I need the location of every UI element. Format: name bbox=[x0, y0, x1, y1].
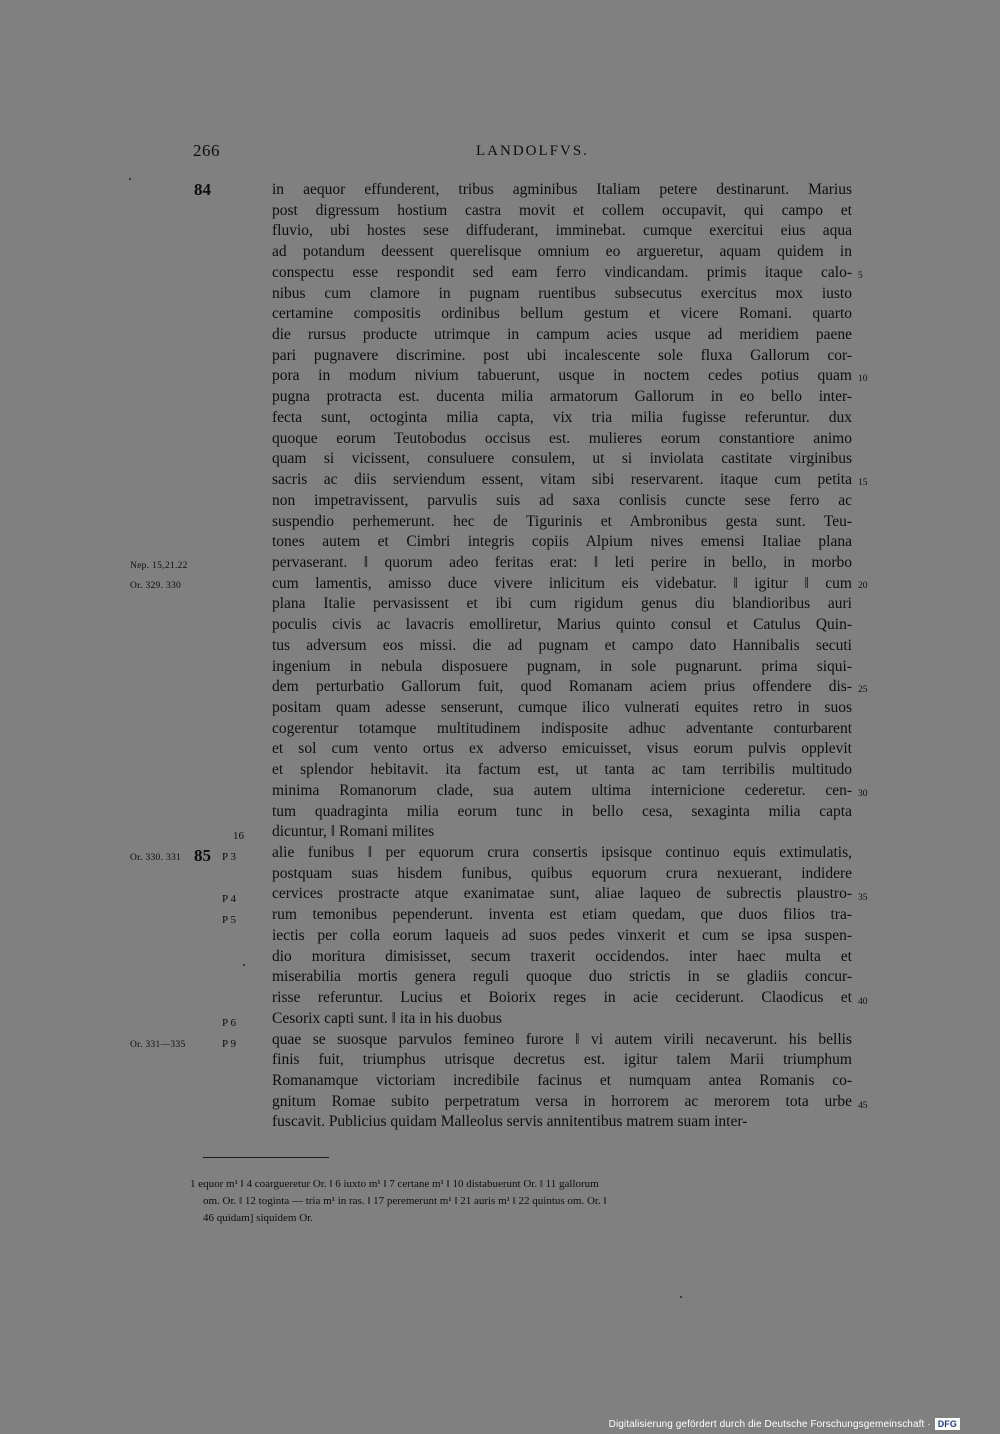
running-title: LANDOLFVS. bbox=[476, 143, 589, 159]
footnote-separator bbox=[203, 1157, 329, 1158]
text-line: ingenium in nebula disposuere pugnam, in sole pugnarunt. prima siqui- bbox=[272, 657, 852, 675]
manuscript-page-mark: P 5 bbox=[222, 914, 236, 926]
margin-ref: Or. 329. 330 bbox=[130, 581, 182, 591]
text-line: post digressum hostium castra movit et collem occupavit, qui campo et bbox=[272, 201, 852, 219]
manuscript-page-mark: P 6 bbox=[222, 1017, 236, 1029]
text-line: et sol cum vento ortus ex adverso emicuisset, visus eorum pulvis opplevit bbox=[272, 740, 852, 758]
text-line: dem perturbatio Gallorum fuit, quod Romanam aciem prius offendere dis- bbox=[272, 678, 852, 696]
text-line: gnitum Romae subito perpetratum versa in horrorem ac merorem tota urbe bbox=[272, 1092, 852, 1110]
text-line: positam quam adesse senserunt, cumque ilico vulnerati equites retro in suos bbox=[272, 699, 852, 716]
line-number: 30 bbox=[858, 789, 868, 799]
text-line: ad potandum deessent querelisque omnium eo argueretur, aquam quidem in bbox=[272, 243, 852, 261]
margin-ref: Or. 330. 331 bbox=[130, 853, 182, 863]
section-number-84: 84 bbox=[194, 180, 211, 199]
text-line: plana Italie pervasissent et ibi cum rigidum genus diu blandioribus auri bbox=[272, 595, 852, 613]
text-line: in aequor effunderent, tribus agminibus Italiam petere destinarunt. Marius bbox=[272, 181, 852, 198]
text-line: suspendio perhemerunt. hec de Tigurinis et Ambronibus gesta sunt. Teu- bbox=[272, 512, 852, 530]
text-line: fecta sunt, octoginta milia capta, vix tria milia fugisse referuntur. dux bbox=[272, 408, 852, 426]
manuscript-page-mark: P 3 bbox=[222, 851, 236, 863]
text-line: certamine compositis ordinibus bellum gestum et vicere Romani. quarto bbox=[272, 305, 852, 323]
line-number: 40 bbox=[858, 997, 868, 1007]
manuscript-line-mark: 16 bbox=[233, 830, 244, 842]
margin-ref: Nep. 15,21.22 bbox=[130, 561, 188, 571]
text-line: tus adversum eos missi. die ad pugnam et campo dato Hannibalis secuti bbox=[272, 636, 852, 654]
digitization-credit bbox=[609, 1418, 960, 1430]
footnote-line: 1 equor m¹ ‖ 4 coargueretur Or. ‖ 6 iuxto m¹ ‖ 7 certane m¹ ‖ 10 distabuerunt Or. ‖ 11 gallorum bbox=[190, 1178, 599, 1190]
text-line: minima Romanorum clade, sua autem ultima internicione cederetur. cen- bbox=[272, 781, 852, 799]
text-line: Cesorix capti sunt. ‖ ita in his duobus bbox=[272, 1009, 502, 1027]
text-line: pervaserant. ‖ quorum adeo feritas erat: ‖ leti perire in bello, in morbo bbox=[272, 553, 852, 571]
manuscript-page-mark: P 4 bbox=[222, 893, 236, 905]
text-line: miserabilia mortis genera reguli quoque duo strictis in se gladiis concur- bbox=[272, 968, 852, 986]
text-line: cervices prostracte atque exanimatae sunt, aliae laqueo de subrectis plaustro- bbox=[272, 885, 852, 903]
text-line: tones autem et Cimbri integris copiis Alpium nives emensi Italiae plana bbox=[272, 533, 852, 551]
dfg-logo: DFG bbox=[935, 1418, 960, 1430]
scan-speck bbox=[129, 178, 131, 180]
line-number: 35 bbox=[858, 893, 868, 903]
text-line: fluvio, ubi hostes sese diffuderant, imminebat. cumque exercitui eius aqua bbox=[272, 222, 852, 240]
text-line: sacris ac diis serviendum essent, vitam sibi reservarent. itaque cum petita bbox=[272, 471, 852, 489]
text-line: quoque eorum Teutobodus occisus est. mulieres eorum constantiore animo bbox=[272, 429, 852, 447]
text-line: et splendor hebitavit. ita factum est, ut tanta ac tam terribilis multitudo bbox=[272, 761, 852, 779]
text-line: alie funibus ‖ per equorum crura consertis ipsisque continuo equis extimulatis, bbox=[272, 844, 852, 862]
text-line: dicuntur, ‖ Romani milites bbox=[272, 823, 435, 841]
text-line: quae se suosque parvulos femineo furore ‖ vi autem virili necaverunt. his bellis bbox=[272, 1030, 852, 1048]
line-number: 10 bbox=[858, 374, 868, 384]
text-line: fuscavit. Publicius quidam Malleolus servis annitentibus matrem suam inter- bbox=[272, 1113, 748, 1131]
text-line: conspectu esse respondit sed eam ferro vindicandam. primis itaque calo- bbox=[272, 263, 852, 281]
text-line: Romanamque victoriam incredibile facinus et numquam antea Romanis co- bbox=[272, 1071, 852, 1089]
text-line: finis fuit, triumphus utrisque decretus est. igitur talem Marii triumphum bbox=[272, 1051, 852, 1069]
section-number-85: 85 bbox=[194, 846, 211, 865]
manuscript-page-mark: P 9 bbox=[222, 1038, 236, 1050]
text-line: iectis per colla eorum laqueis ad suos pedes vinxerit et cum se ipsa suspen- bbox=[272, 926, 852, 944]
text-line: pari pugnavere discrimine. post ubi incalescente sole fluxa Gallorum cor- bbox=[272, 346, 852, 364]
margin-ref: Or. 331—335 bbox=[130, 1040, 186, 1050]
line-number: 45 bbox=[858, 1101, 868, 1111]
text-line: poculis civis ac lavacris emolliretur, Marius quinto consul et Catulus Quin- bbox=[272, 616, 852, 634]
credit-text: Digitalisierung gefördert durch die Deutsche Forschungsgemeinschaft · bbox=[608, 1418, 931, 1430]
scan-speck bbox=[243, 964, 245, 966]
text-line: nibus cum clamore in pugnam ruentibus subsecutus exercitus mox iusto bbox=[272, 284, 852, 302]
text-line: non impetravissent, parvulis suis ad saxa conlisis cuncte sese ferro ac bbox=[272, 491, 852, 509]
text-line: tum quadraginta milia eorum tunc in bello cesa, sexaginta milia capta bbox=[272, 802, 852, 820]
text-line: postquam suas hisdem funibus, quibus equorum crura nexuerant, indidere bbox=[272, 864, 852, 882]
text-line: pugna protracta est. ducenta milia armatorum Gallorum in eo bello inter- bbox=[272, 388, 852, 406]
text-line: quam si vicissent, consuluere consulem, ut si inviolata castitate virginibus bbox=[272, 450, 852, 468]
text-line: dio moritura dimisisset, secum traxerit occidendos. inter haec multa et bbox=[272, 947, 852, 965]
footnote-line: om. Or. ‖ 12 toginta — tria m¹ in ras. ‖ 17 peremerunt m¹ ‖ 21 auris m¹ ‖ 22 quintus om. Or. ‖ bbox=[203, 1195, 607, 1207]
scan-speck bbox=[680, 1296, 682, 1298]
text-line: cum lamentis, amisso duce vivere inlicitum eis videbatur. ‖ igitur ‖ cum bbox=[272, 574, 852, 592]
page-number: 266 bbox=[193, 141, 220, 160]
line-number: 25 bbox=[858, 685, 868, 695]
text-line: rum temonibus pependerunt. inventa est etiam quedam, que duos filios tra- bbox=[272, 906, 852, 924]
text-line: pora in modum nivium tabuerunt, usque in noctem cedes potius quam bbox=[272, 367, 852, 385]
footnote-line: 46 quidam] siquidem Or. bbox=[203, 1212, 313, 1224]
text-line: die rursus producte utrimque in campum acies usque ad meridiem paene bbox=[272, 326, 852, 344]
line-number: 20 bbox=[858, 581, 868, 591]
text-line: cogerentur totamque multitudinem indisposite adhuc adventante conturbarent bbox=[272, 719, 852, 737]
line-number: 5 bbox=[858, 271, 863, 281]
line-number: 15 bbox=[858, 478, 868, 488]
text-line: risse referuntur. Lucius et Boiorix reges in acie ceciderunt. Claodicus et bbox=[272, 989, 852, 1007]
